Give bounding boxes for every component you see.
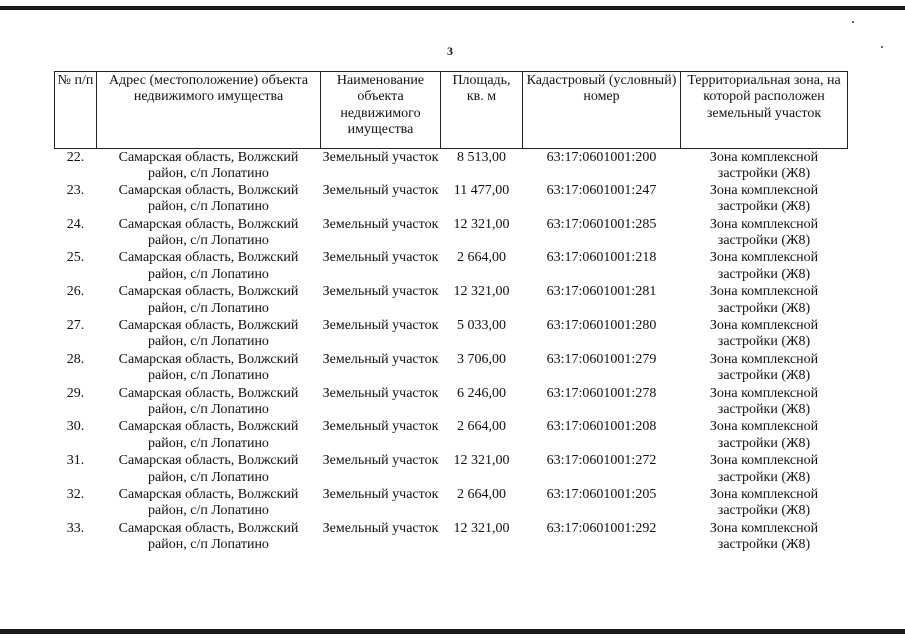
cell-object-name: Земельный участок [322,216,439,232]
cell-address: Самарская область, Волжский район, с/п Лопатино [118,284,299,316]
cell-object-name: Земельный участок [322,250,439,266]
cell-territorial-zone: Зона комплексной застройки (Ж8) [709,150,819,182]
table-row [55,521,848,555]
cell-number: 24. [66,216,85,232]
cell-territorial-zone: Зона комплексной застройки (Ж8) [709,486,819,519]
cell-object-name: Земельный участок [322,385,439,401]
cell-cadastral-number: 63:17:0601001:272 [546,453,657,469]
cell-number: 25. [66,250,85,266]
cell-address: Самарская область, Волжский район, с/п Лопатино [118,520,299,553]
header-cadastral-number: Кадастровый (условный) номер [523,72,681,149]
cell-territorial-zone: Зона комплексной застройки (Ж8) [709,216,819,249]
table-header-row [55,72,848,149]
cell-number: 26. [66,284,85,300]
cell-area: 5 033,00 [457,318,506,333]
cell-number: 22. [66,150,85,165]
table-row [55,318,848,352]
cell-cadastral-number: 63:17:0601001:218 [546,250,657,266]
table-row [55,284,848,318]
cell-number: 33. [66,520,85,536]
cell-number: 27. [66,318,85,333]
scan-edge-top [0,6,905,10]
cell-number: 30. [66,419,85,435]
cell-address: Самарская область, Волжский район, с/п Лопатино [118,182,299,215]
table-row [55,352,848,386]
cell-address: Самарская область, Волжский район, с/п Лопатино [118,486,299,519]
cell-territorial-zone: Зона комплексной застройки (Ж8) [709,453,819,485]
header-territorial-zone: Территориальная зона, на которой расположен земельный участок [681,72,848,149]
table-row [55,487,848,521]
scan-edge-bottom [0,629,905,634]
cell-object-name: Земельный участок [322,419,439,435]
header-number: № п/п [55,72,97,149]
cell-number: 29. [66,385,85,401]
page-number: 3 [447,44,453,58]
cell-area: 2 664,00 [457,486,506,502]
cell-cadastral-number: 63:17:0601001:200 [546,150,657,165]
scan-speck [881,46,883,48]
cell-address: Самарская область, Волжский район, с/п Лопатино [118,351,299,384]
table-row [55,149,848,183]
cell-cadastral-number: 63:17:0601001:279 [546,351,657,367]
cell-number: 31. [66,453,85,469]
cell-number: 32. [66,486,85,502]
cell-number: 23. [66,182,85,198]
cell-object-name: Земельный участок [322,150,439,165]
cell-cadastral-number: 63:17:0601001:205 [546,486,657,502]
cell-address: Самарская область, Волжский район, с/п Лопатино [118,250,299,282]
cell-area: 12 321,00 [453,284,510,300]
table-row [55,250,848,284]
cell-territorial-zone: Зона комплексной застройки (Ж8) [709,351,819,384]
cell-area: 2 664,00 [457,419,506,435]
table-row [55,419,848,453]
cell-territorial-zone: Зона комплексной застройки (Ж8) [709,385,819,417]
cell-address: Самарская область, Волжский район, с/п Лопатино [118,150,299,182]
cell-area: 12 321,00 [453,520,510,536]
cell-object-name: Земельный участок [322,318,439,333]
cell-object-name: Земельный участок [322,486,439,502]
cell-area: 8 513,00 [457,150,506,165]
header-area: Площадь, кв. м [441,72,523,149]
cell-cadastral-number: 63:17:0601001:278 [546,385,657,401]
cell-address: Самарская область, Волжский район, с/п Лопатино [118,318,299,350]
table-row [55,217,848,251]
cell-cadastral-number: 63:17:0601001:208 [546,419,657,435]
cell-cadastral-number: 63:17:0601001:285 [546,216,657,232]
cell-area: 6 246,00 [457,385,506,401]
cell-territorial-zone: Зона комплексной застройки (Ж8) [709,419,819,451]
cell-object-name: Земельный участок [322,182,439,198]
cell-cadastral-number: 63:17:0601001:280 [546,318,657,333]
cell-address: Самарская область, Волжский район, с/п Лопатино [118,216,299,249]
table-row [55,386,848,420]
cell-territorial-zone: Зона комплексной застройки (Ж8) [709,520,819,553]
cell-object-name: Земельный участок [322,284,439,300]
cell-object-name: Земельный участок [322,453,439,469]
header-address: Адрес (местоположение) объекта недвижимого имущества [97,72,321,149]
cell-territorial-zone: Зона комплексной застройки (Ж8) [709,182,819,215]
cell-cadastral-number: 63:17:0601001:281 [546,284,657,300]
cell-territorial-zone: Зона комплексной застройки (Ж8) [709,284,819,316]
cell-cadastral-number: 63:17:0601001:292 [546,520,657,536]
cell-address: Самарская область, Волжский район, с/п Лопатино [118,419,299,451]
cell-area: 2 664,00 [457,250,506,266]
header-object-name: Наименование объекта недвижимого имущества [321,72,441,149]
cell-territorial-zone: Зона комплексной застройки (Ж8) [709,318,819,350]
table-row [55,183,848,217]
cell-area: 12 321,00 [453,453,510,469]
cell-cadastral-number: 63:17:0601001:247 [546,182,657,198]
cell-area: 12 321,00 [453,216,510,232]
scan-speck [852,21,854,23]
table-row [55,453,848,487]
table-body [55,149,848,555]
cell-object-name: Земельный участок [322,351,439,367]
cell-area: 11 477,00 [453,182,510,198]
cell-number: 28. [66,351,85,367]
property-table [54,71,848,555]
cell-object-name: Земельный участок [322,520,439,536]
cell-address: Самарская область, Волжский район, с/п Лопатино [118,453,299,485]
cell-area: 3 706,00 [457,351,506,367]
cell-address: Самарская область, Волжский район, с/п Лопатино [118,385,299,417]
cell-territorial-zone: Зона комплексной застройки (Ж8) [709,250,819,282]
